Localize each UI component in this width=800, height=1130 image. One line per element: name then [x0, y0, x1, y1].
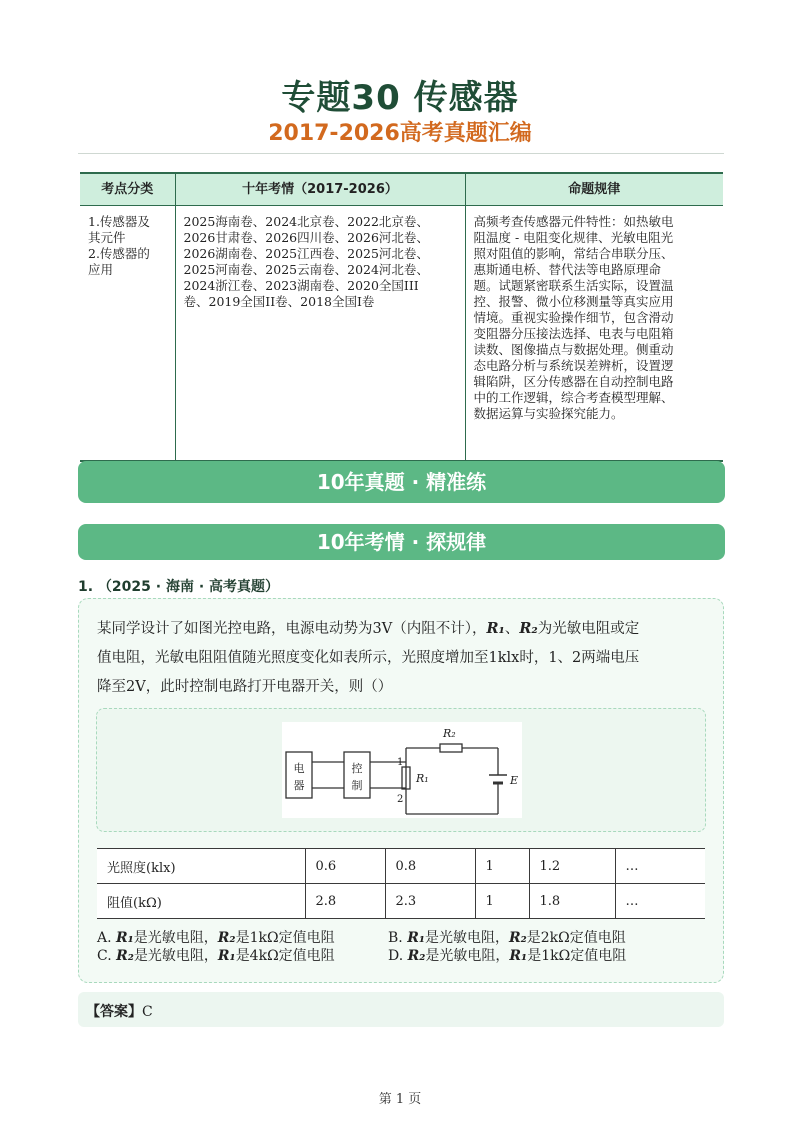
stem-text: 某同学设计了如图光控电路，电源电动势为3V（内阻不计）， [97, 621, 487, 637]
text-line: 情境。重视实验操作细节，包含滑动 [473, 310, 674, 325]
text-line: 数据运算与实验探究能力。 [473, 406, 624, 421]
control-label-bottom: 制 [351, 779, 363, 792]
text-line: 2025海南卷、2024北京卷、2022北京卷、 [183, 214, 429, 229]
stem-separator: 、 [504, 621, 520, 637]
text-line: 惠斯通电桥、替代法等电路原理命 [473, 262, 662, 277]
option-text: 是4kΩ定值电阻 [235, 948, 335, 964]
cell-category [80, 206, 175, 462]
r2-label: R₂ [443, 727, 456, 740]
option-d[interactable] [388, 947, 626, 965]
control-label-top: 控 [351, 762, 363, 775]
text-line: 2024浙江卷、2023湖南卷、2020全国III [183, 278, 419, 293]
resistor-symbol: R₂ [116, 948, 134, 964]
table-row [97, 884, 705, 919]
text-line: 辑陷阱，区分传感器在自动控制电路 [473, 374, 674, 389]
answer-value: C [142, 1004, 153, 1020]
illuminance-resistance-table [97, 848, 705, 919]
table-cell: 1 [475, 884, 529, 919]
section-banner-trends: 10年考情 · 探规律 [78, 524, 725, 560]
text-line: 2026甘肃卷、2026四川卷、2026河北卷、 [183, 230, 429, 245]
table-cell: … [615, 884, 705, 919]
text-line: 应用 [88, 262, 114, 277]
question-stem [97, 614, 707, 702]
table-cell: 0.8 [385, 849, 475, 884]
section-banner-practice: 10年真题 · 精准练 [78, 461, 725, 503]
page-title: 专题30 传感器 [281, 78, 519, 118]
text-line: 控、报警、微小位移测量等真实应用 [473, 294, 674, 309]
text-line: 态电路分析与系统误差辨析，设置逻 [473, 358, 674, 373]
r2-resistor [440, 744, 462, 752]
table-cell: 2.8 [305, 884, 385, 919]
text-line: 读数、图像描点与数据处理。侧重动 [473, 342, 674, 357]
table-cell: 光照度(klx) [97, 849, 305, 884]
option-text: 是光敏电阻， [133, 930, 218, 946]
table-cell: 1.2 [529, 849, 615, 884]
table-cell: 阻值(kΩ) [97, 884, 305, 919]
text-line: 阻温度 - 电阻变化规律、光敏电阻光 [473, 230, 674, 245]
table-cell: … [615, 849, 705, 884]
header-rules: 命题规律 [465, 173, 723, 206]
emf-label: E [510, 774, 519, 787]
option-letter: D. [388, 948, 408, 964]
option-letter: A. [97, 930, 117, 946]
header-category: 考点分类 [80, 173, 175, 206]
text-line: 变阻器分压接法选择、电表与电阻箱 [473, 326, 674, 341]
text-line: 2026湖南卷、2025江西卷、2025河北卷、 [183, 246, 429, 261]
r2-symbol: R₂ [519, 620, 538, 637]
stem-line-1 [97, 614, 707, 644]
node-1-label: 1 [397, 757, 404, 768]
r1-label: R₁ [416, 772, 429, 785]
page-number: 第 1 页 [378, 1092, 422, 1107]
text-line: 题。试题紧密联系生活实际，设置温 [473, 278, 674, 293]
resistor-symbol: R₁ [509, 948, 528, 964]
text-line: 其元件 [88, 230, 126, 245]
page-subtitle: 2017-2026高考真题汇编 [268, 121, 532, 146]
option-text: 是光敏电阻， [133, 948, 218, 964]
device-label-bottom: 器 [293, 779, 305, 792]
resistor-symbol: R₁ [116, 930, 134, 946]
table-cell: 2.3 [385, 884, 475, 919]
answer-box [78, 992, 724, 1027]
device-label-top: 电 [293, 762, 305, 775]
answer-label: 【答案】 [86, 1004, 142, 1020]
option-text: 是光敏电阻， [425, 948, 510, 964]
option-b[interactable] [388, 929, 626, 947]
option-letter: B. [388, 930, 408, 946]
node-2-label: 2 [397, 794, 404, 805]
resistor-symbol: R₂ [508, 930, 527, 946]
resistor-symbol: R₁ [407, 930, 425, 946]
title-divider [78, 153, 724, 154]
text-line: 2.传感器的 [88, 246, 150, 261]
header-ten-year: 十年考情（2017-2026） [175, 173, 465, 206]
table-cell: 1 [475, 849, 529, 884]
text-line: 高频考查传感器元件特性：如热敏电 [473, 214, 674, 229]
option-text: 是1kΩ定值电阻 [527, 948, 627, 964]
text-line: 照对阻值的影响，常结合串联分压、 [473, 246, 674, 261]
stem-line-2: 值电阻，光敏电阻阻值随光照度变化如表所示，光照度增加至1klx时，1、2两端电压 [97, 650, 640, 666]
resistor-symbol: R₂ [217, 930, 236, 946]
text-line: 2025河南卷、2025云南卷、2024河北卷、 [183, 262, 429, 277]
option-c[interactable] [97, 947, 335, 965]
stem-line-3: 降至2V，此时控制电路打开电器开关，则（） [97, 679, 393, 695]
question-number: 1. （2025 · 海南 · 高考真题） [78, 579, 280, 595]
r1-symbol: R₁ [486, 620, 505, 637]
stem-text: 为光敏电阻或定 [537, 621, 640, 637]
text-line: 卷、2019全国II卷、2018全国I卷 [183, 294, 375, 309]
text-line: 1.传感器及 [88, 214, 150, 229]
option-text: 是光敏电阻， [424, 930, 509, 946]
resistor-symbol: R₂ [407, 948, 426, 964]
option-text: 是2kΩ定值电阻 [526, 930, 626, 946]
option-text: 是1kΩ定值电阻 [235, 930, 335, 946]
resistor-symbol: R₁ [217, 948, 236, 964]
text-line: 中的工作逻辑，综合考查模型理解、 [473, 390, 674, 405]
info-table-header-row [80, 173, 723, 206]
table-row [97, 849, 705, 884]
table-cell: 1.8 [529, 884, 615, 919]
option-a[interactable] [97, 929, 335, 947]
info-table-row [80, 206, 723, 462]
answer [86, 1001, 153, 1021]
table-cell: 0.6 [305, 849, 385, 884]
cell-rules [465, 206, 723, 462]
option-letter: C. [97, 948, 117, 964]
circuit-diagram [282, 722, 522, 818]
exam-info-table [80, 172, 723, 462]
cell-ten-year [175, 206, 465, 462]
